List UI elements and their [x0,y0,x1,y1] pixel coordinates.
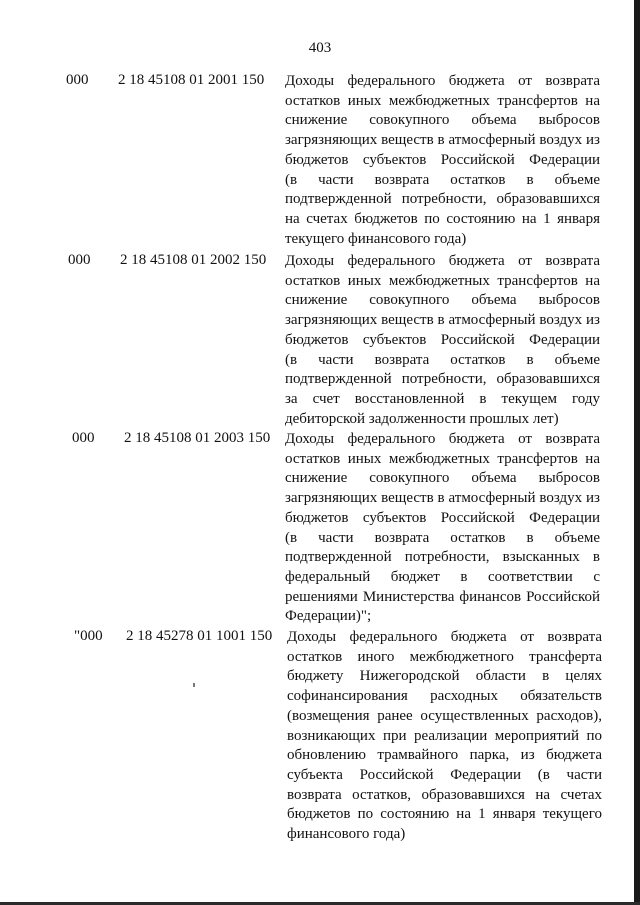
description-line: бюджетов по состоянию на 1 января текущего [287,806,602,823]
entry-admin-code: "000 [74,628,103,644]
description-line: снижение совокупного объема выбросов [285,470,600,487]
description-line: решениями Министерства финансов Российской [285,588,600,605]
entry-description [285,252,600,429]
description-line: текущего финансового года) [285,230,467,247]
description-line: Доходы федерального бюджета от возврата [285,431,600,447]
scan-edge-right [634,0,640,905]
description-line: остатков иных межбюджетных трансфертов на [285,92,600,109]
entry-admin-code: 000 [72,430,95,446]
description-line: возврата остатков, образовавшихся на счетах [287,786,602,803]
description-line: субъекта Российской Федерации (в части [287,766,602,783]
entry-description [285,72,600,249]
description-line: подтвержденной потребности, образовавшихся [285,191,600,208]
description-line: Доходы федерального бюджета от возврата [285,73,600,89]
description-line: остатков иных межбюджетных трансфертов на [285,450,600,467]
description-line: Доходы федерального бюджета от возврата [287,629,602,645]
description-line: (в части возврата остатков в объеме [285,529,600,546]
entry-description [287,628,602,845]
entry-kbk-code: 2 18 45278 01 1001 150 [126,628,273,644]
description-line: подтвержденной потребности, образовавшихся [285,371,600,388]
description-line: снижение совокупного объема выбросов [285,292,600,309]
description-line: загрязняющих веществ в атмосферный воздух из [285,312,600,329]
entry-admin-code: 000 [66,72,89,88]
description-line: (в части возврата остатков в объеме [285,171,600,188]
entry-kbk-code: 2 18 45108 01 2002 150 [120,252,267,268]
description-line: снижение совокупного объема выбросов [285,112,600,129]
description-line: финансового года) [287,826,406,843]
description-line: бюджету Нижегородской области в целях [287,668,602,685]
description-line: бюджетов субъектов Российской Федерации [285,509,600,526]
entry-description [285,430,600,627]
description-line: остатков иных межбюджетных трансфертов на [285,272,600,289]
scan-speck [193,683,195,687]
description-line: Доходы федерального бюджета от возврата [285,253,600,269]
description-line: софинансирования расходных обязательств [287,688,602,705]
description-line: Федерации)"; [285,608,372,625]
description-line: возникающих при реализации мероприятий по [287,727,602,744]
description-line: на счетах бюджетов по состоянию на 1 января [285,210,600,227]
description-line: федеральный бюджет в соответствии с [285,568,600,585]
description-line: бюджетов субъектов Российской Федерации [285,331,600,348]
description-line: (возмещения ранее осуществленных расходов), [287,707,602,724]
page-number: 403 [308,40,332,56]
entry-admin-code: 000 [68,252,91,268]
description-line: подтвержденной потребности, взысканных в [285,549,600,566]
description-line: дебиторской задолженности прошлых лет) [285,410,559,427]
description-line: загрязняющих веществ в атмосферный воздух из [285,132,600,149]
description-line: (в части возврата остатков в объеме [285,351,600,368]
description-line: бюджетов субъектов Российской Федерации [285,151,600,168]
description-line: за счет восстановленной в текущем году [285,390,600,407]
description-line: остатков иного межбюджетного трансферта [287,648,602,665]
entry-kbk-code: 2 18 45108 01 2003 150 [124,430,271,446]
entry-kbk-code: 2 18 45108 01 2001 150 [118,72,265,88]
description-line: загрязняющих веществ в атмосферный воздух из [285,490,600,507]
description-line: обновлению трамвайного парка, из бюджета [287,747,602,764]
